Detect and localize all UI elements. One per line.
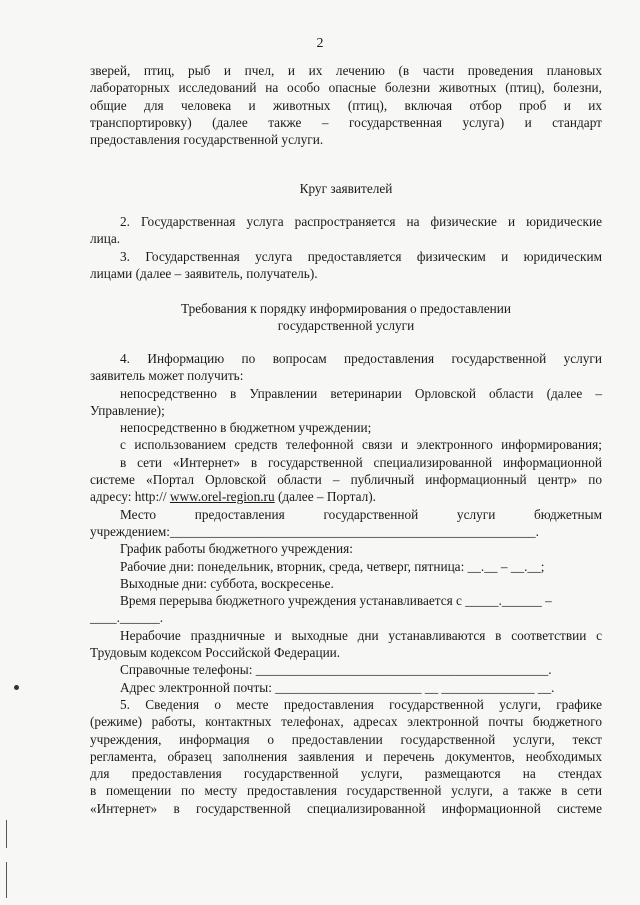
- paragraph-5-line: учреждения, информация о предоставлении государственной услуги, текст: [90, 731, 602, 747]
- paragraph-5-line: в помещении по месту предоставления государственной услуги, а также в сети: [90, 783, 602, 799]
- paragraph-5-line: 5. Сведения о месте предоставления государственной услуги, графике: [120, 697, 602, 712]
- paragraph-4-line: учреждением:_______________________________________________________.: [90, 523, 539, 539]
- paragraph-4-line: 4. Информацию по вопросам предоставления государственной услуги: [120, 351, 602, 366]
- paragraph-4-line: График работы бюджетного учреждения:: [120, 541, 353, 557]
- intro-line: зверей, птиц, рыб и пчел, и их лечению (в части проведения плановых: [90, 63, 602, 78]
- paragraph-5-line: для предоставления государственной услуги, размещаются на стендах: [90, 766, 602, 782]
- intro-line: предоставления государственной услуги.: [90, 132, 324, 148]
- paragraph-4-line: Справочные телефоны: ____________________________________________.: [120, 662, 552, 678]
- address-line: [90, 488, 602, 505]
- intro-paragraph: [90, 62, 602, 148]
- heading-line: государственной услуги: [277, 318, 415, 334]
- paragraph-4-line: Рабочие дни: понедельник, вторник, среда, четверг, пятница: __.__ – __.__;: [120, 558, 545, 574]
- scan-mark: [6, 862, 7, 898]
- paragraph-3-line: лицами (далее – заявитель, получатель).: [90, 265, 318, 281]
- paragraph-2-line: 2. Государственная услуга распространяется на физические и юридические: [120, 214, 602, 229]
- portal-link[interactable]: www.orel-region.ru: [169, 489, 275, 505]
- paragraph-5-line: (режиме) работы, контактных телефонах, адресах электронной почты бюджетного: [90, 714, 602, 730]
- paragraph-4-line: непосредственно в Управлении ветеринарии Орловской области (далее –: [120, 385, 602, 401]
- paragraph-4-line: Время перерыва бюджетного учреждения устанавливается с _____.______ –: [120, 593, 552, 609]
- intro-line: общие для человека и животных (птиц), включая отбор проб и их: [90, 97, 602, 113]
- intro-line: лабораторных исследований на особо опасные болезни животных (птиц), болезни,: [90, 80, 602, 96]
- paragraph-4-line: Место предоставления государственной услуги бюджетным: [120, 506, 602, 522]
- paragraph-5-line: регламента, образец заполнения заявления и перечень документов, необходимых: [90, 748, 602, 764]
- paragraph-2-line: лица.: [90, 231, 121, 247]
- paragraph-4-line: в сети «Интернет» в государственной специализированной информационной: [120, 454, 602, 470]
- paragraph-3-line: 3. Государственная услуга предоставляется физическим и юридическим: [120, 248, 602, 264]
- paragraph-4-line: Адрес электронной почты: ______________________ __ ______________ __.: [120, 679, 555, 695]
- paragraph-4-line: заявитель может получить:: [90, 368, 244, 384]
- paragraph-4-line: Трудовым кодексом Российской Федерации.: [90, 645, 341, 661]
- section-heading-informing: [90, 300, 602, 335]
- heading-line: Требования к порядку информирования о предоставлении: [181, 301, 511, 316]
- paragraph-2-3: [90, 213, 602, 282]
- page-number: 2: [316, 36, 324, 51]
- address-suffix: (далее – Портал).: [277, 489, 377, 505]
- paragraph-5: [90, 696, 602, 817]
- paragraph-4-line: с использованием средств телефонной связи и электронного информирования;: [120, 437, 602, 453]
- paragraph-4-line: Нерабочие праздничные и выходные дни устанавливаются в соответствии с: [120, 627, 602, 643]
- paragraph-4-line: системе «Портал Орловской области – публичный информационный центр» по: [90, 472, 602, 488]
- address-prefix: адресу: http://: [90, 489, 167, 505]
- paragraph-4-line: Выходные дни: суббота, воскресенье.: [120, 575, 334, 591]
- paragraph-4-line: Управление);: [90, 402, 165, 418]
- paragraph-4-line: ____.______.: [90, 610, 164, 626]
- intro-line: транспортировку) (далее также – государственная услуга) и стандарт: [90, 114, 602, 130]
- section-heading-applicants: Круг заявителей: [299, 181, 393, 196]
- paragraph-4-line: непосредственно в бюджетном учреждении;: [120, 420, 372, 436]
- scan-mark: [6, 820, 7, 848]
- paragraph-5-line: «Интернет» в государственной специализированной информационной системе: [90, 800, 602, 816]
- scan-dot: [14, 685, 19, 690]
- paragraph-4: [90, 350, 602, 696]
